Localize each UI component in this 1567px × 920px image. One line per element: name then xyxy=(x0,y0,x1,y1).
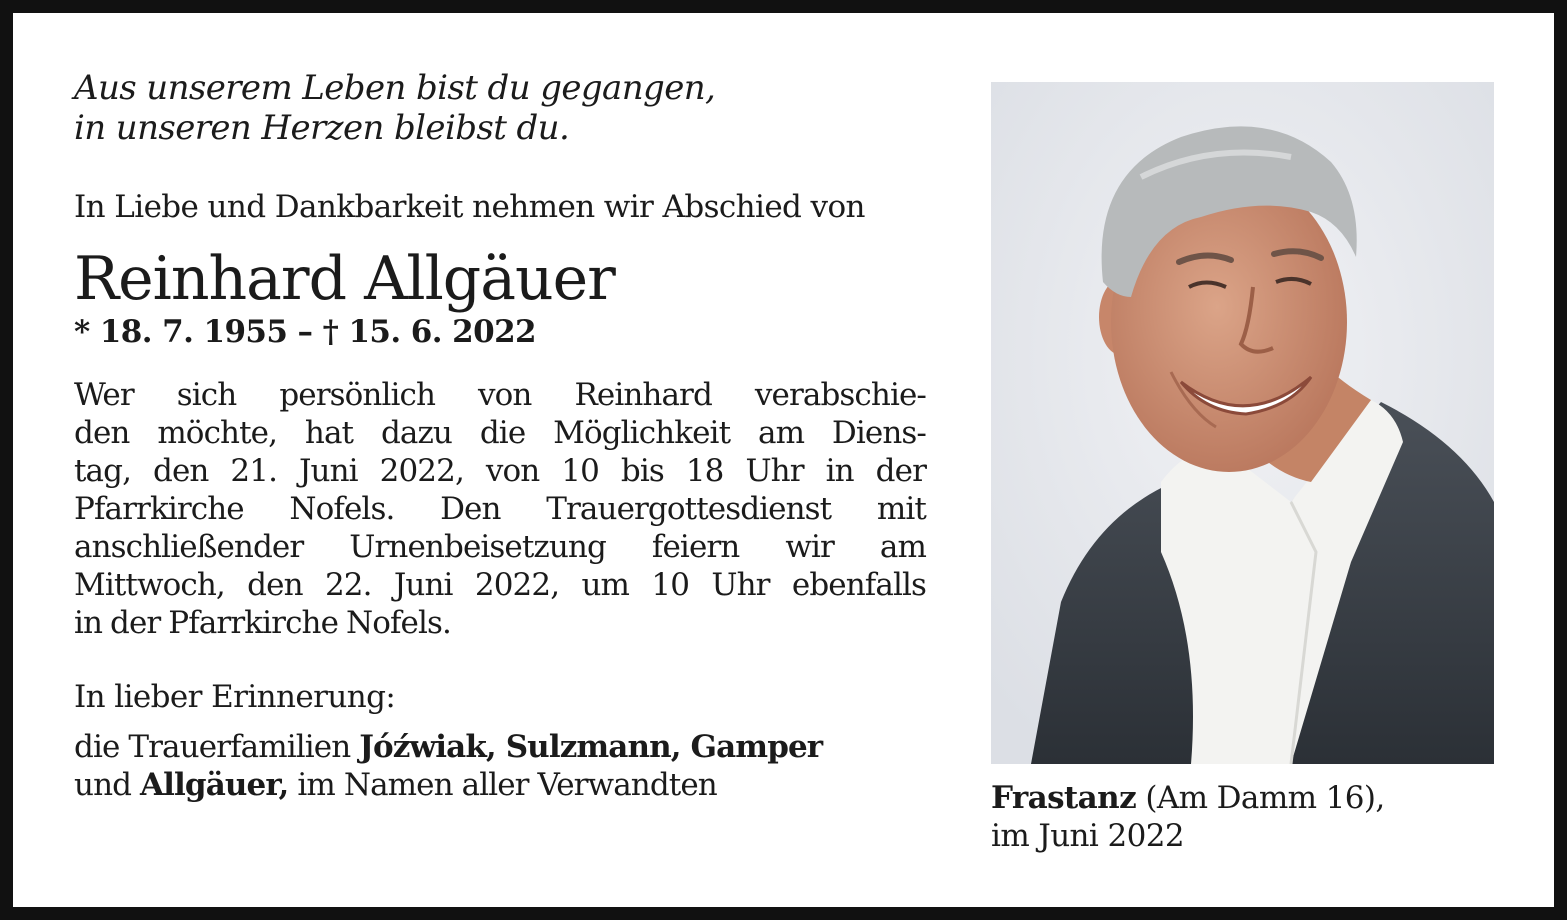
family-name-allgaeuer: Allgäuer, xyxy=(140,767,289,803)
body-line: anschließender Urnenbeisetzung feiern wir am xyxy=(74,529,926,565)
body-line: Pfarrkirche Nofels. Den Trauergottesdienst mit xyxy=(74,491,926,527)
motto-line-2: in unseren Herzen bleibst du. xyxy=(74,108,570,148)
portrait-illustration xyxy=(991,82,1494,764)
family-names: Jóźwiak, Sulzmann, Gamper xyxy=(359,729,823,765)
motto xyxy=(74,68,934,148)
motto-line-1: Aus unserem Leben bist du gegangen, xyxy=(74,68,716,108)
portrait-photo xyxy=(991,82,1494,764)
place-town: Frastanz xyxy=(991,780,1137,816)
remembrance-heading: In lieber Erinnerung: xyxy=(74,679,396,715)
place-and-date xyxy=(991,779,1531,855)
funeral-information xyxy=(74,376,926,642)
families-and: und xyxy=(74,767,141,803)
body-line: Mittwoch, den 22. Juni 2022, um 10 Uhr ebenfalls xyxy=(74,567,926,603)
obituary-text-column xyxy=(74,68,934,804)
place-address: (Am Damm 16), xyxy=(1136,780,1385,816)
intro-text: In Liebe und Dankbarkeit nehmen wir Abschied von xyxy=(74,189,865,225)
life-dates: * 18. 7. 1955 – † 15. 6. 2022 xyxy=(74,314,537,350)
deceased-name: Reinhard Allgäuer xyxy=(74,244,615,314)
families-prefix: die Trauerfamilien xyxy=(74,729,360,765)
mourning-families xyxy=(74,728,934,804)
families-suffix: im Namen aller Verwandten xyxy=(288,767,717,803)
body-line: in der Pfarrkirche Nofels. xyxy=(74,605,451,641)
notice-date: im Juni 2022 xyxy=(991,818,1184,854)
body-line: den möchte, hat dazu die Möglichkeit am Diens- xyxy=(74,415,926,451)
body-line: Wer sich persönlich von Reinhard verabschie- xyxy=(74,377,926,413)
body-line: tag, den 21. Juni 2022, von 10 bis 18 Uhr in der xyxy=(74,453,926,489)
